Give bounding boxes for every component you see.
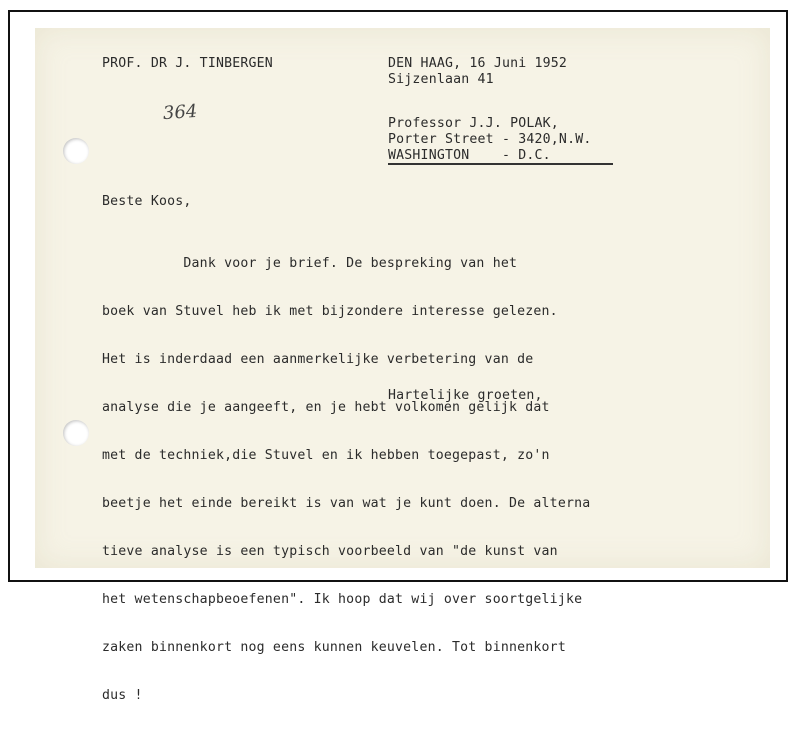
body-line: met de techniek,die Stuvel en ik hebben toegepast, zo'n (102, 448, 550, 463)
body-line: analyse die je aangeeft, en je hebt volkomen gelijk dat (102, 400, 550, 415)
place-date: DEN HAAG, 16 Juni 1952 (388, 56, 568, 71)
body-line: beetje het einde bereikt is van wat je kunt doen. De alterna (102, 496, 591, 511)
salutation: Beste Koos, (102, 194, 192, 209)
handwritten-annotation: 364 (162, 100, 199, 125)
body-line: het wetenschapbeoefenen". Ik hoop dat wij over soortgelijke (102, 592, 583, 607)
letter-paper (35, 28, 770, 703)
frame-border-left (8, 10, 10, 582)
recipient-name: Professor J.J. POLAK, (388, 116, 559, 131)
punch-hole-bottom (63, 420, 89, 446)
body-line: tieve analyse is een typisch voorbeeld van "de kunst van (102, 544, 558, 559)
body-line: boek van Stuvel heb ik met bijzondere interesse gelezen. (102, 304, 558, 319)
body-line: zaken binnenkort nog eens kunnen keuvelen. Tot binnenkort (102, 640, 566, 655)
body-line: Het is inderdaad een aanmerkelijke verbetering van de (102, 352, 534, 367)
letter-body (102, 224, 590, 736)
body-line: dus ! (102, 688, 143, 703)
frame-border-right (786, 10, 788, 582)
closing: Hartelijke groeten, (388, 388, 543, 403)
frame-border-top (8, 10, 788, 12)
recipient-city: WASHINGTON - D.C. (388, 148, 551, 163)
recipient-street: Porter Street - 3420,N.W. (388, 132, 592, 147)
body-line: Dank voor je brief. De bespreking van het (102, 256, 518, 271)
punch-hole-top (63, 138, 89, 164)
sender-name: PROF. DR J. TINBERGEN (102, 56, 273, 71)
recipient-city-underline (388, 163, 613, 165)
sender-address: Sijzenlaan 41 (388, 72, 494, 87)
